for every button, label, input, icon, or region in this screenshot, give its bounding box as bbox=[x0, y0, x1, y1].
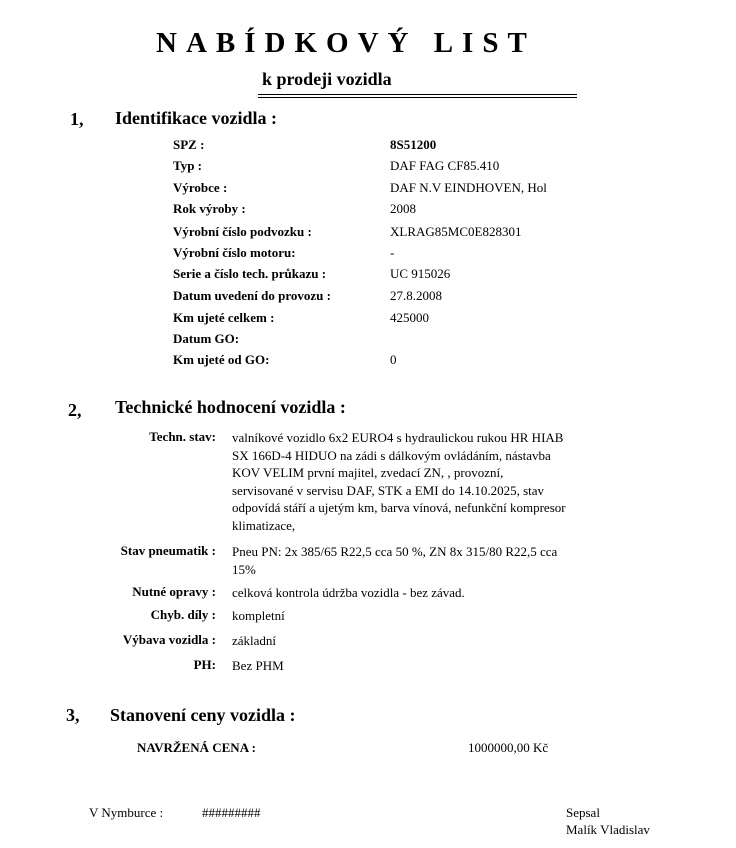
evaluation-value bbox=[232, 632, 632, 650]
identification-value: - bbox=[390, 245, 395, 260]
identification-label: SPZ : bbox=[173, 137, 205, 152]
proposed-price-value: 1000000,00 Kč bbox=[468, 740, 549, 755]
date-value: ######### bbox=[202, 805, 261, 820]
header-rule-top bbox=[258, 94, 577, 95]
identification-value: UC 915026 bbox=[390, 266, 451, 281]
identification-label: Výrobní číslo podvozku : bbox=[173, 224, 312, 239]
evaluation-value-line: Bez PHM bbox=[232, 658, 284, 673]
evaluation-value-line: SX 166D-4 HIDUO na zádi s dálkovým ovládáním, nástavba bbox=[232, 447, 551, 463]
evaluation-label: Techn. stav: bbox=[149, 429, 216, 444]
evaluation-value bbox=[232, 543, 632, 578]
evaluation-label: PH: bbox=[193, 657, 216, 672]
identification-value: DAF N.V EINDHOVEN, Hol bbox=[390, 180, 547, 195]
evaluation-value bbox=[232, 584, 632, 602]
evaluation-value bbox=[232, 607, 632, 625]
document-title: NABÍDKOVÝ LIST bbox=[156, 27, 536, 59]
section-1-heading: Identifikace vozidla : bbox=[115, 108, 277, 128]
section-2-heading: Technické hodnocení vozidla : bbox=[115, 397, 346, 417]
evaluation-value-line: základní bbox=[232, 633, 277, 648]
identification-label: Datum GO: bbox=[173, 331, 240, 346]
place-label: V Nymburce : bbox=[89, 805, 164, 820]
identification-label: Km ujeté od GO: bbox=[173, 352, 270, 367]
evaluation-value-line: klimatizace, bbox=[232, 517, 296, 533]
evaluation-value-line: Pneu PN: 2x 385/65 R22,5 cca 50 %, ZN 8x 315/80 R22,5 cca bbox=[232, 544, 558, 559]
evaluation-value-line: 15% bbox=[232, 561, 256, 577]
identification-label: Km ujeté celkem : bbox=[173, 310, 275, 325]
evaluation-label: Stav pneumatik : bbox=[120, 543, 216, 558]
identification-value: 27.8.2008 bbox=[390, 288, 442, 303]
identification-value: 425000 bbox=[390, 310, 429, 325]
evaluation-value-line: odpovídá stáří a ujetým km, barva vínová, nefunkční kompresor bbox=[232, 500, 566, 515]
identification-value: 8S51200 bbox=[390, 137, 437, 152]
section-2-number: 2, bbox=[68, 400, 82, 420]
identification-label: Výrobní číslo motoru: bbox=[173, 245, 296, 260]
signature-company: Sepsal bbox=[566, 805, 600, 820]
identification-label: Serie a číslo tech. průkazu : bbox=[173, 266, 327, 281]
evaluation-value-line: KOV VELIM první majitel, zvedací ZN, , provozní, bbox=[232, 465, 504, 480]
identification-value: 0 bbox=[390, 352, 397, 367]
identification-value: DAF FAG CF85.410 bbox=[390, 158, 500, 173]
section-1-number: 1, bbox=[70, 109, 84, 129]
document-subtitle: k prodeji vozidla bbox=[262, 69, 392, 89]
evaluation-value bbox=[232, 429, 632, 534]
identification-label: Datum uvedení do provozu : bbox=[173, 288, 331, 303]
evaluation-label: Chyb. díly : bbox=[150, 607, 216, 622]
evaluation-label: Výbava vozidla : bbox=[122, 632, 216, 647]
evaluation-value-line: valníkové vozidlo 6x2 EURO4 s hydraulickou rukou HR HIAB bbox=[232, 430, 564, 445]
proposed-price-label: NAVRŽENÁ CENA : bbox=[137, 740, 256, 755]
evaluation-label: Nutné opravy : bbox=[132, 584, 216, 599]
signature-person: Malík Vladislav bbox=[566, 822, 650, 837]
identification-label: Výrobce : bbox=[173, 180, 228, 195]
identification-value: XLRAG85MC0E828301 bbox=[390, 224, 522, 239]
evaluation-value-line: kompletní bbox=[232, 608, 285, 623]
evaluation-value-line: celková kontrola údržba vozidla - bez závad. bbox=[232, 585, 465, 600]
evaluation-value-line: servisované v servisu DAF, STK a EMI do 14.10.2025, stav bbox=[232, 482, 545, 498]
section-3-heading: Stanovení ceny vozidla : bbox=[110, 705, 296, 725]
identification-value: 2008 bbox=[390, 201, 416, 216]
identification-label: Typ : bbox=[173, 158, 203, 173]
section-3-number: 3, bbox=[66, 705, 80, 725]
evaluation-value bbox=[232, 657, 632, 675]
identification-label: Rok výroby : bbox=[173, 201, 246, 216]
header-rule-bottom bbox=[258, 97, 577, 98]
